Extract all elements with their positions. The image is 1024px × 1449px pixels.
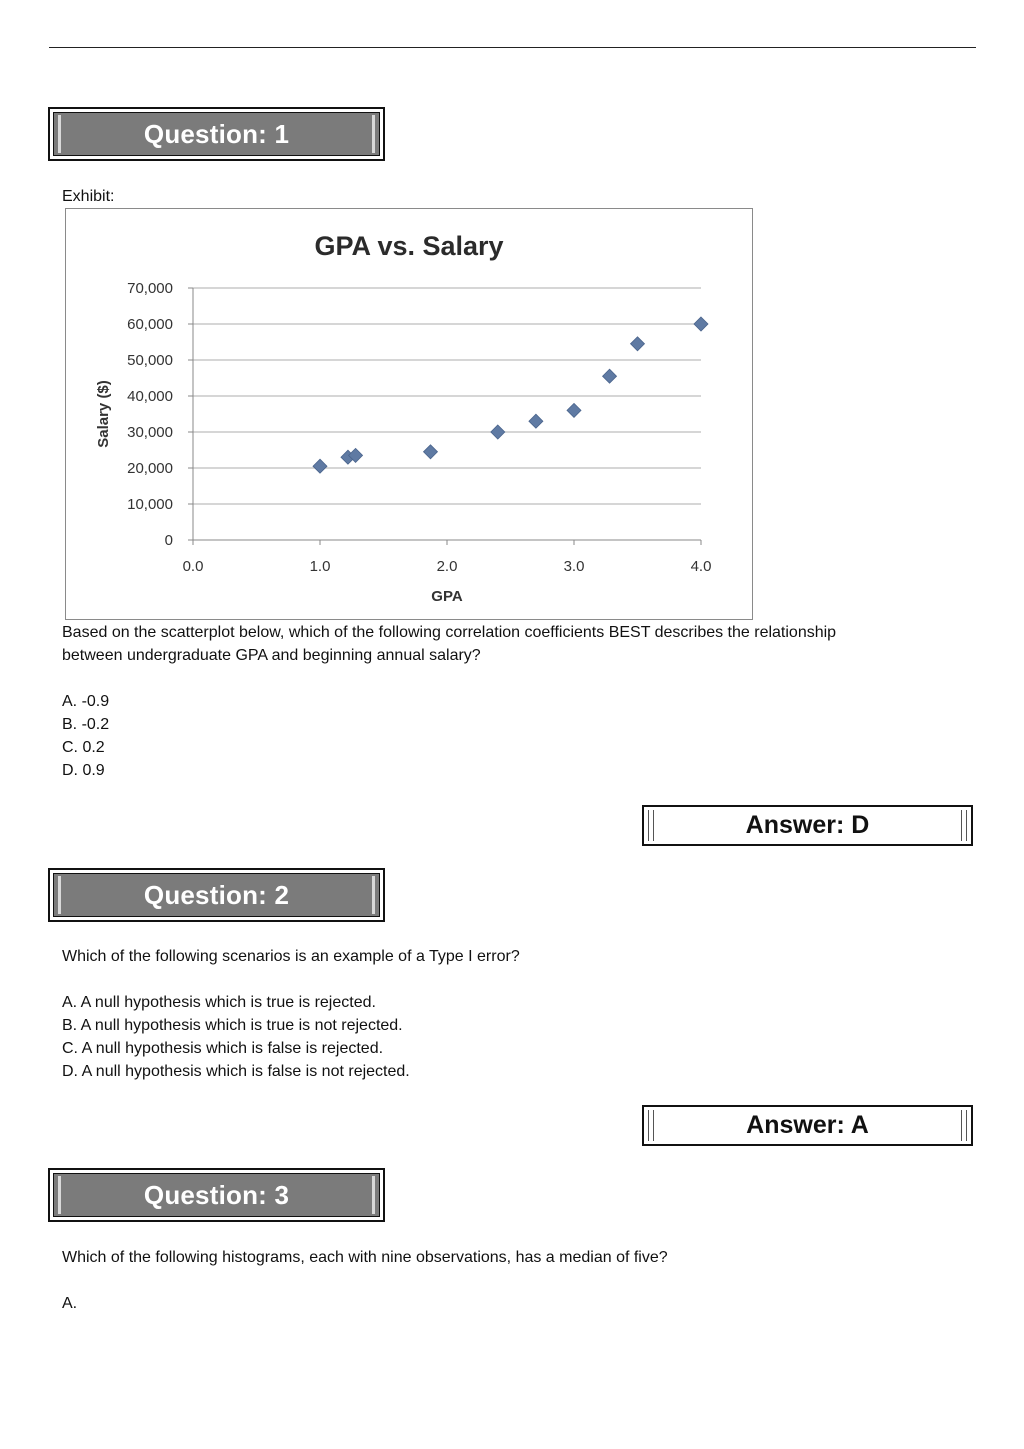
data-point bbox=[603, 369, 617, 383]
chart-points bbox=[313, 317, 708, 473]
x-tick-labels bbox=[183, 558, 712, 575]
question-1-header-bar bbox=[53, 112, 380, 156]
y-tick-labels bbox=[127, 280, 173, 549]
data-point bbox=[694, 317, 708, 331]
x-tick-label: 1.0 bbox=[309, 558, 331, 575]
choice-b: B. A null hypothesis which is true is not rejected. bbox=[62, 1017, 403, 1034]
x-tick-label: 4.0 bbox=[690, 558, 712, 575]
question-2-header bbox=[48, 868, 385, 922]
choice-c: C. A null hypothesis which is false is rejected. bbox=[62, 1040, 384, 1057]
question-1-choices bbox=[62, 690, 109, 782]
choice-a: A. -0.9 bbox=[62, 693, 110, 710]
top-rule bbox=[49, 47, 976, 48]
y-tick-label: 50,000 bbox=[127, 352, 173, 369]
data-point bbox=[567, 403, 581, 417]
y-tick-label: 20,000 bbox=[127, 460, 173, 477]
question-3-choices bbox=[62, 1292, 77, 1315]
question-1-answer-text: Answer: D bbox=[745, 811, 870, 839]
y-axis-label: Salary ($) bbox=[95, 380, 112, 448]
choice-b: B. -0.2 bbox=[62, 716, 110, 733]
question-2-choices bbox=[62, 991, 410, 1083]
question-3-header bbox=[48, 1168, 385, 1222]
choice-d: D. A null hypothesis which is false is not rejected. bbox=[62, 1063, 410, 1080]
question-1-title: Question: 1 bbox=[143, 118, 290, 149]
data-point bbox=[423, 445, 437, 459]
choice-a: A. bbox=[62, 1295, 78, 1312]
question-2-title: Question: 2 bbox=[143, 879, 290, 910]
question-2-answer-text: Answer: A bbox=[746, 1111, 869, 1139]
choice-a: A. A null hypothesis which is true is rejected. bbox=[62, 994, 376, 1011]
question-3-prompt: Which of the following histograms, each with nine observations, has a median of five? bbox=[62, 1249, 668, 1266]
question-1-header bbox=[48, 107, 385, 161]
y-tick-label: 10,000 bbox=[127, 496, 173, 513]
choice-d: D. 0.9 bbox=[62, 762, 105, 779]
data-point bbox=[529, 414, 543, 428]
y-tick-label: 70,000 bbox=[127, 280, 173, 297]
question-2-answer bbox=[642, 1105, 973, 1146]
y-tick-label: 40,000 bbox=[127, 388, 173, 405]
question-1-prompt-line2: between undergraduate GPA and beginning annual salary? bbox=[62, 647, 481, 664]
x-tick-label: 0.0 bbox=[182, 558, 204, 575]
question-1-answer bbox=[642, 805, 973, 846]
x-axis-label: GPA bbox=[431, 588, 463, 605]
chart-title: GPA vs. Salary bbox=[314, 231, 504, 261]
x-tick-label: 3.0 bbox=[563, 558, 585, 575]
x-tick-label: 2.0 bbox=[436, 558, 458, 575]
question-3-header-bar bbox=[53, 1173, 380, 1217]
exhibit-label: Exhibit: bbox=[62, 188, 115, 205]
question-1-prompt-line1: Based on the scatterplot below, which of the following correlation coefficients BEST describes the relationship bbox=[62, 624, 837, 641]
chart-gridlines bbox=[193, 288, 701, 504]
question-2-prompt: Which of the following scenarios is an example of a Type I error? bbox=[62, 948, 520, 965]
data-point bbox=[491, 425, 505, 439]
y-tick-label: 30,000 bbox=[127, 424, 173, 441]
choice-c: C. 0.2 bbox=[62, 739, 105, 756]
y-tick-label: 0 bbox=[164, 532, 173, 549]
question-3-title: Question: 3 bbox=[143, 1179, 290, 1210]
scatter-chart bbox=[66, 209, 752, 619]
question-2-header-bar bbox=[53, 873, 380, 917]
exhibit-chart bbox=[65, 208, 753, 620]
data-point bbox=[313, 459, 327, 473]
data-point bbox=[631, 337, 645, 351]
chart-axes bbox=[188, 288, 701, 545]
y-tick-label: 60,000 bbox=[127, 316, 173, 333]
